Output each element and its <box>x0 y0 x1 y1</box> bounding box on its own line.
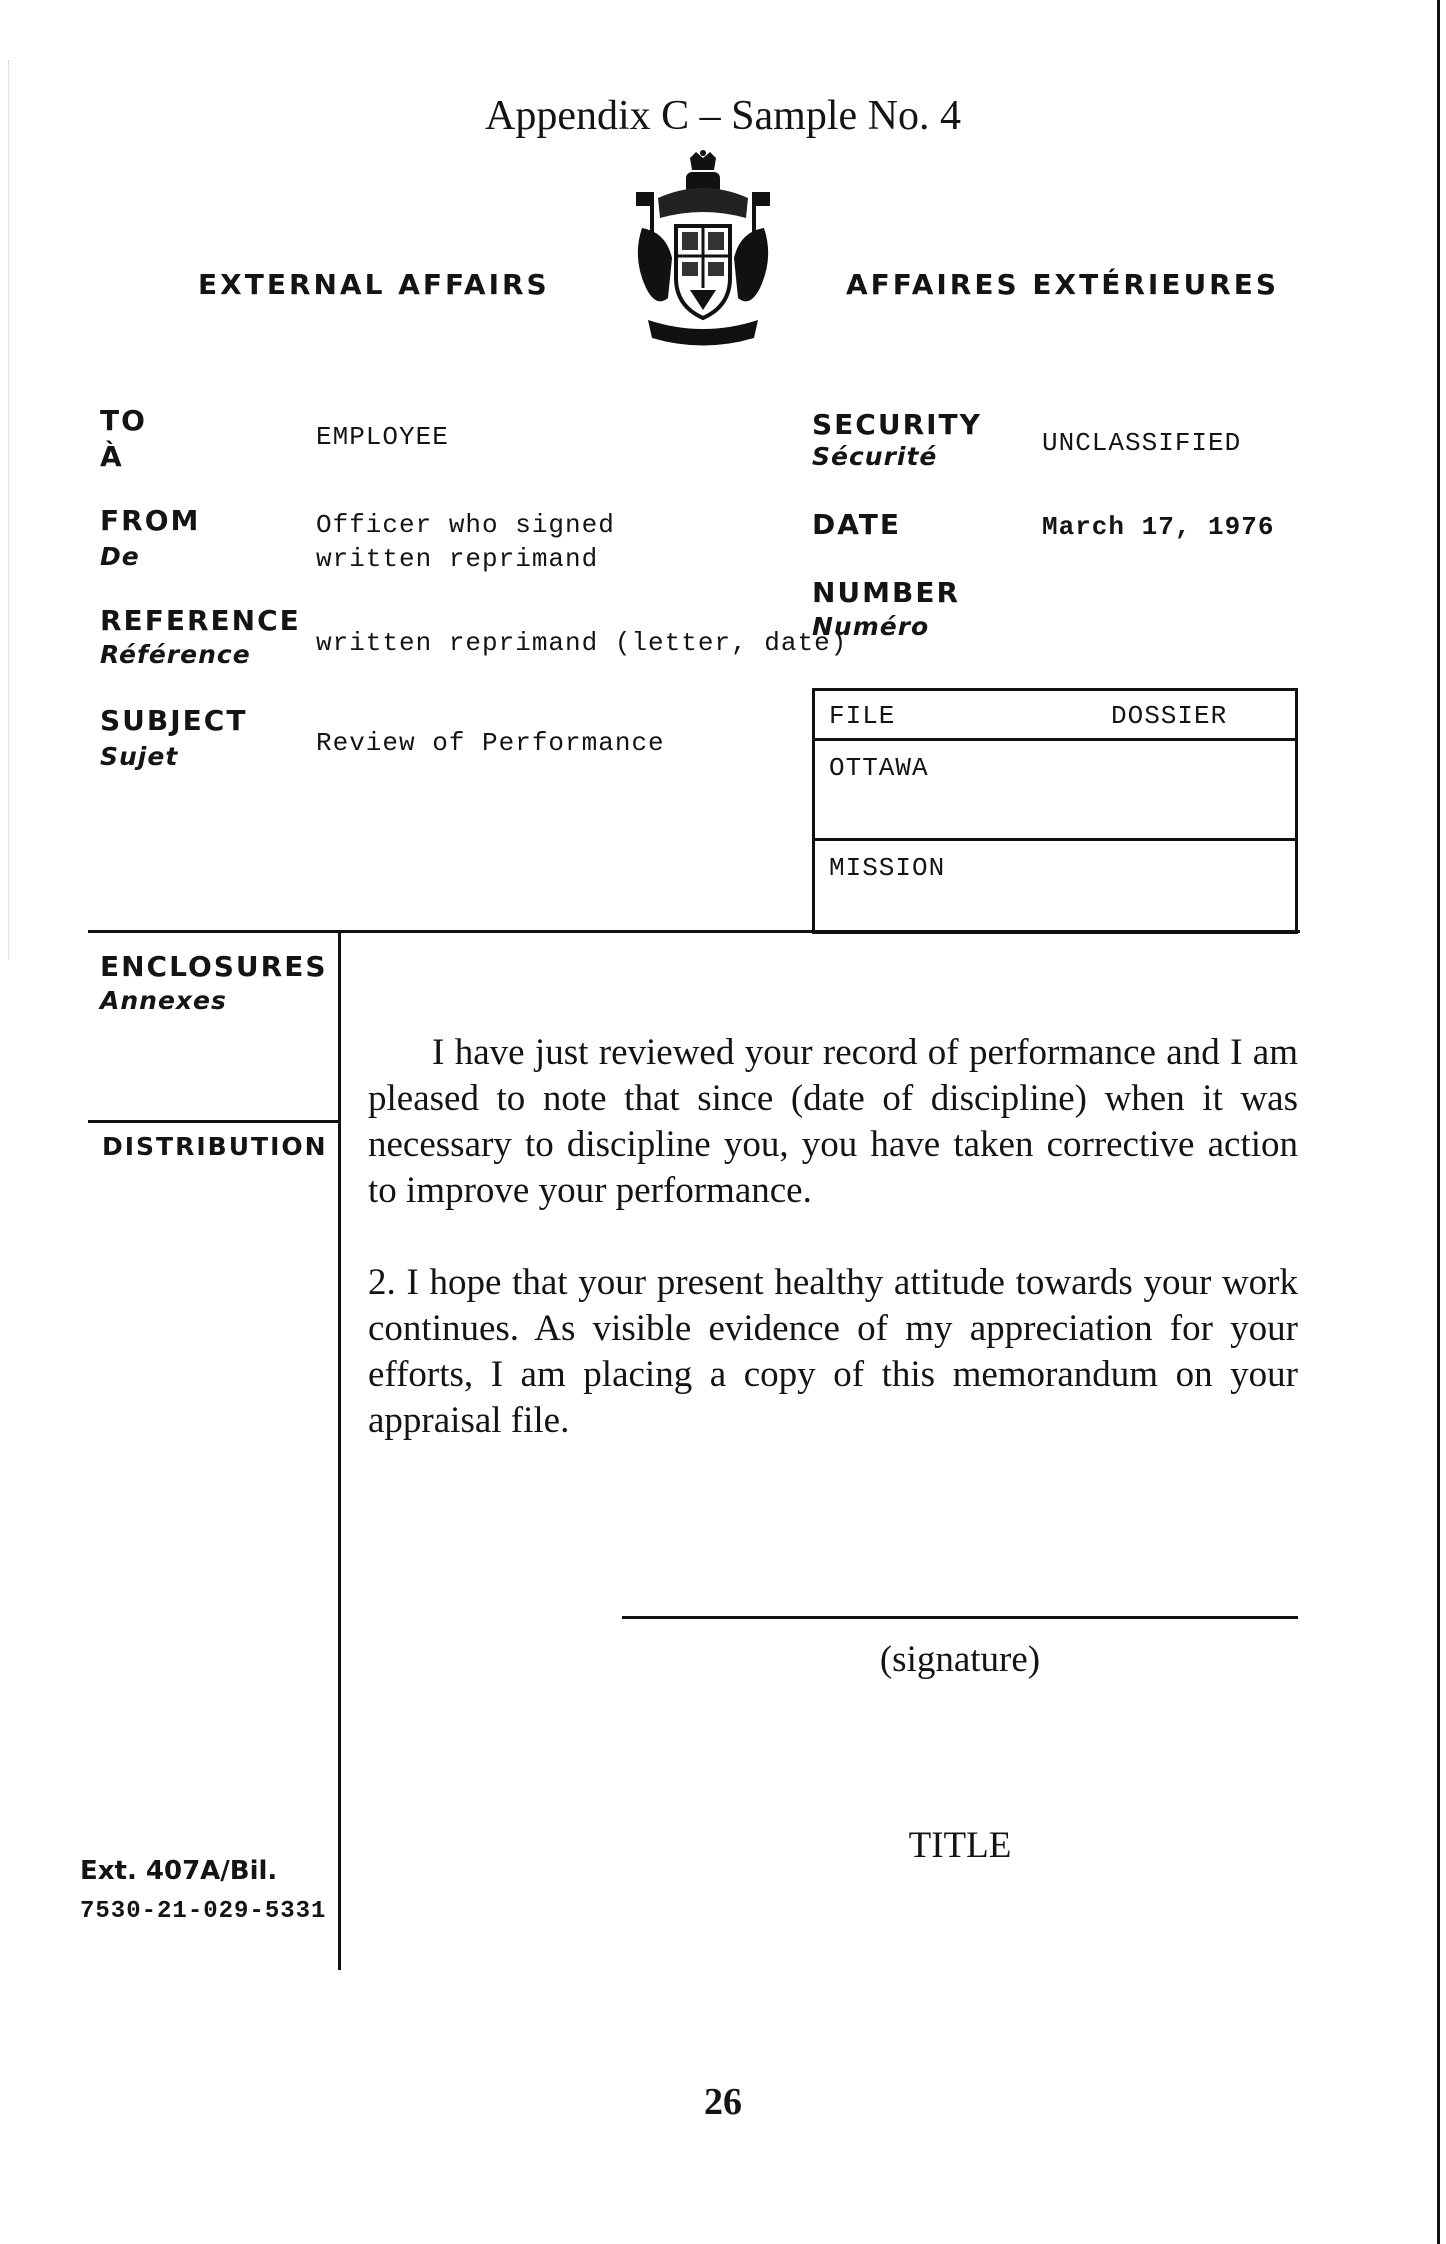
mission-row <box>815 841 1295 937</box>
page-number: 26 <box>704 2081 742 2123</box>
appendix-title: Appendix C – Sample No. 4 <box>485 93 961 139</box>
file-box <box>812 688 1298 934</box>
from-value-line2: written reprimand <box>316 544 599 574</box>
from-label-fr: De <box>100 542 140 571</box>
mission-label: MISSION <box>829 853 946 883</box>
section-divider <box>88 930 1300 933</box>
title-label: TITLE <box>908 1825 1012 1866</box>
signature-line <box>622 1616 1298 1619</box>
date-value: March 17, 1976 <box>1042 512 1275 542</box>
form-code: 7530-21-029-5331 <box>80 1898 327 1925</box>
reference-label: REFERENCE <box>100 604 301 637</box>
subject-value: Review of Performance <box>316 728 665 758</box>
body-paragraph-2: 2. I hope that your present healthy attitude towards your work continues. As visible evidence of my appreciation for your efforts, I am placing a copy of this memorandum on your appraisal file. <box>368 1262 1298 1441</box>
ottawa-row <box>815 741 1295 841</box>
ottawa-label: OTTAWA <box>829 753 929 783</box>
distribution-divider <box>88 1120 338 1123</box>
number-label: NUMBER <box>812 576 961 609</box>
form-number: Ext. 407A/Bil. <box>80 1856 278 1886</box>
body-paragraph-1: I have just reviewed your record of performance and I am pleased to note that since (date of discipline) when it was necessary to discipline you, you have taken corrective action to improve your performance. <box>368 1032 1298 1211</box>
to-label-fr: À <box>100 440 124 473</box>
from-label: FROM <box>100 504 201 537</box>
department-french: AFFAIRES EXTÉRIEURES <box>846 268 1280 301</box>
department-english: EXTERNAL AFFAIRS <box>198 268 550 301</box>
distribution-label: DISTRIBUTION <box>102 1132 328 1161</box>
enclosures-label-fr: Annexes <box>100 986 227 1015</box>
scan-artifact <box>8 60 9 960</box>
to-value: EMPLOYEE <box>316 422 449 452</box>
reference-label-fr: Référence <box>100 640 251 669</box>
number-label-fr: Numéro <box>812 612 930 641</box>
from-value-line1: Officer who signed <box>316 510 615 540</box>
security-label-fr: Sécurité <box>812 442 938 471</box>
coat-of-arms-icon <box>628 148 778 353</box>
security-value: UNCLASSIFIED <box>1042 428 1242 458</box>
security-label: SECURITY <box>812 408 982 441</box>
sidebar-divider <box>338 933 341 1970</box>
signature-label: (signature) <box>879 1639 1041 1680</box>
dossier-label: DOSSIER <box>1111 701 1228 731</box>
date-label: DATE <box>812 508 901 541</box>
file-label: FILE <box>829 701 896 731</box>
subject-label-fr: Sujet <box>100 742 179 771</box>
file-box-header <box>815 691 1295 741</box>
page-edge-border <box>1437 0 1440 2244</box>
reference-value: written reprimand (letter, date) <box>316 628 848 658</box>
subject-label: SUBJECT <box>100 704 248 737</box>
enclosures-label: ENCLOSURES <box>100 950 328 983</box>
to-label: TO <box>100 404 147 437</box>
